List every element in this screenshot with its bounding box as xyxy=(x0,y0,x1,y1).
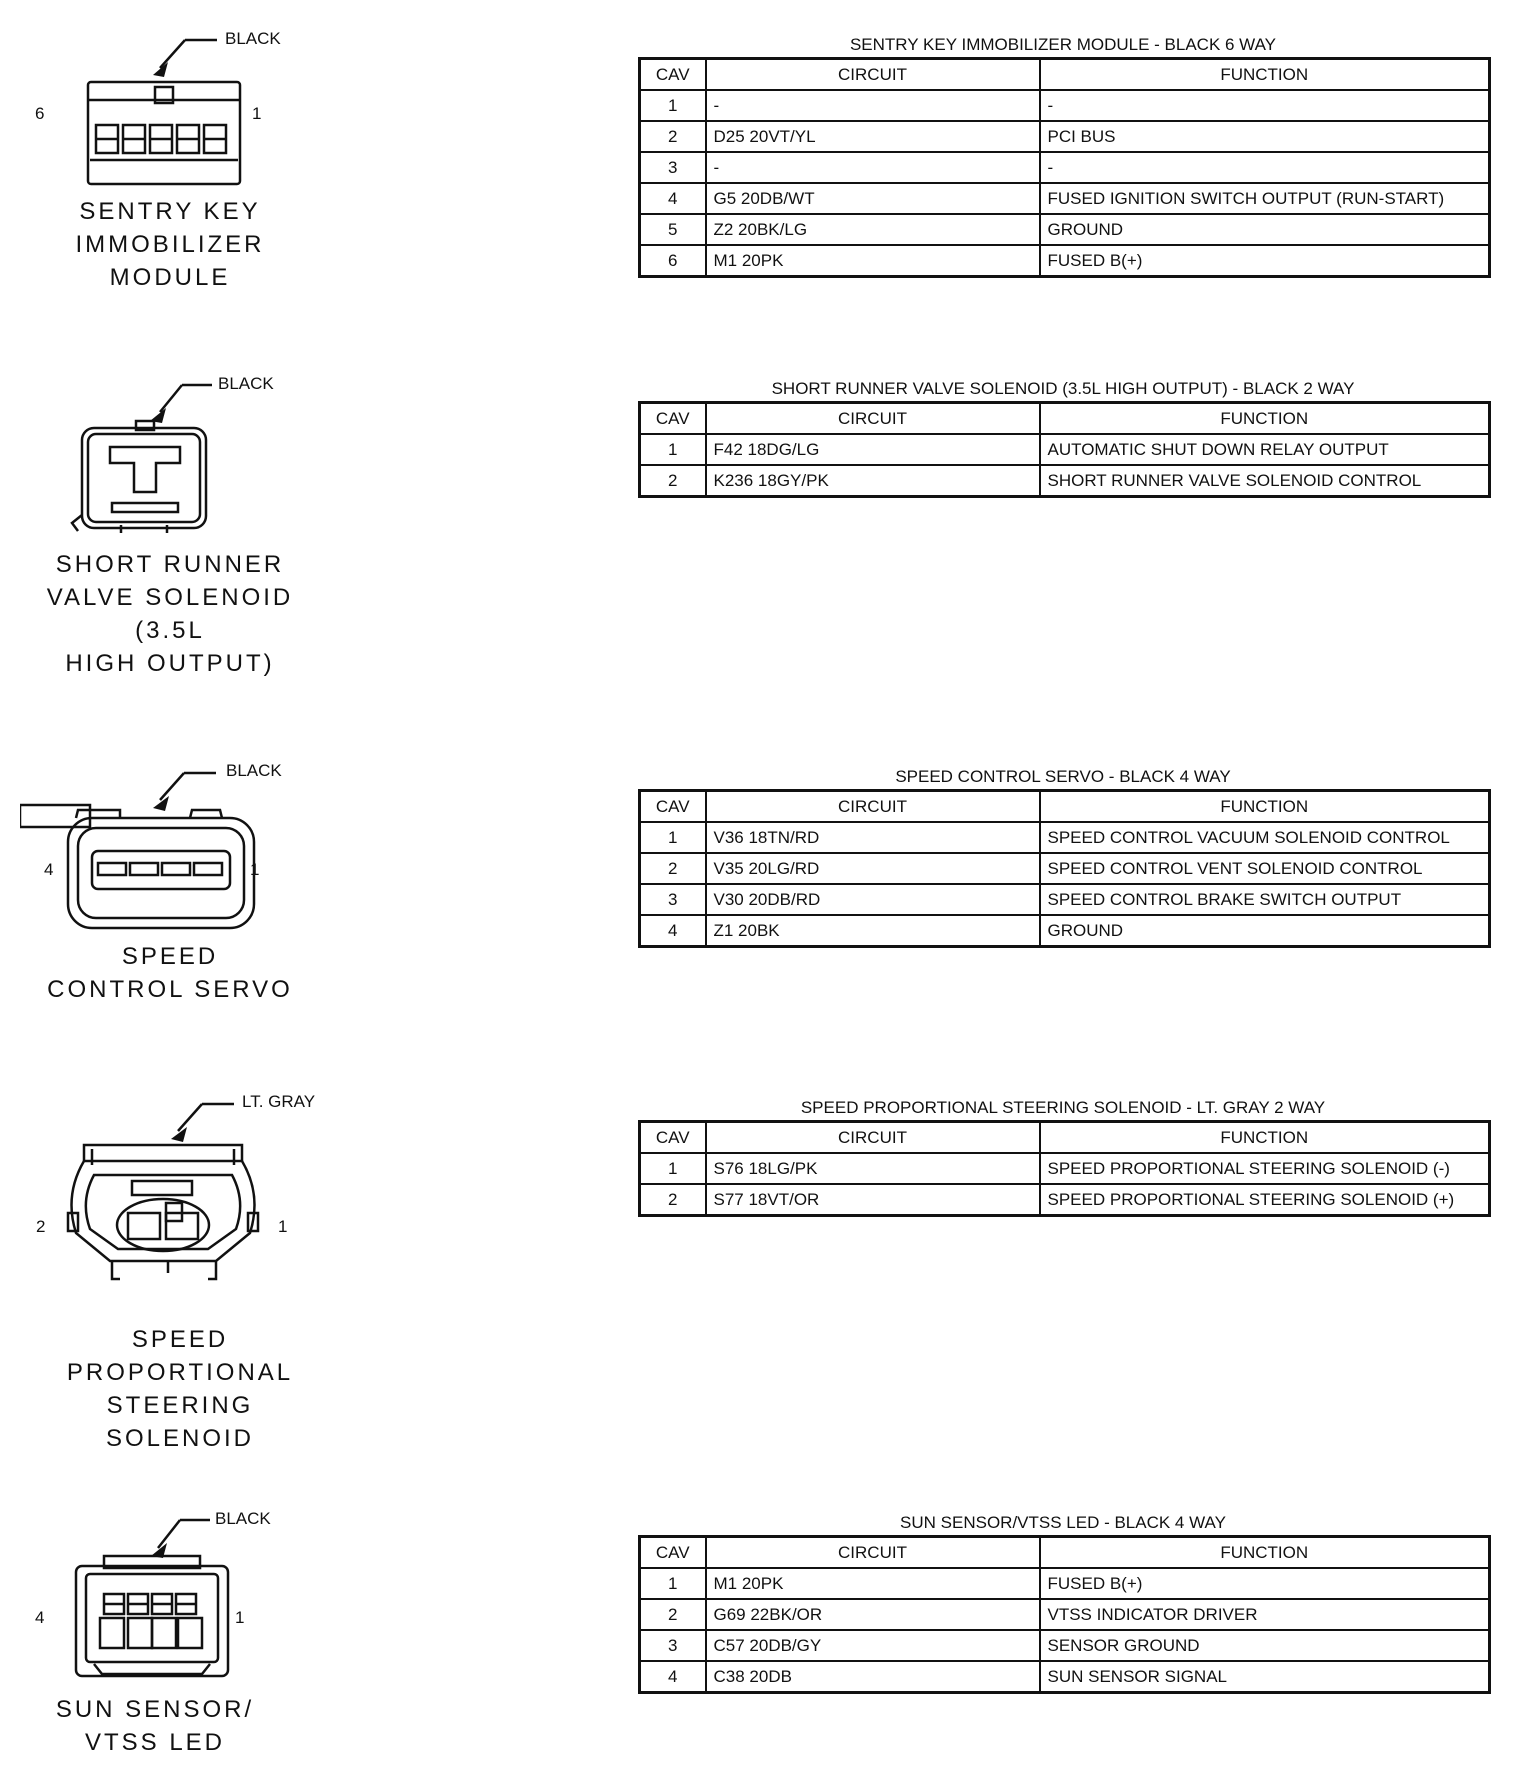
header-function: FUNCTION xyxy=(1040,1537,1490,1569)
cell-function: PCI BUS xyxy=(1040,121,1490,152)
cell-function: SPEED PROPORTIONAL STEERING SOLENOID (-) xyxy=(1040,1153,1490,1184)
wire-color-label: BLACK xyxy=(226,761,282,780)
cell-cav: 4 xyxy=(640,1661,706,1693)
table-row xyxy=(640,1153,1490,1184)
cell-function: - xyxy=(1040,152,1490,183)
header-function: FUNCTION xyxy=(1040,791,1490,823)
cell-circuit: - xyxy=(706,90,1040,121)
cell-cav: 5 xyxy=(640,214,706,245)
cell-function: SENSOR GROUND xyxy=(1040,1630,1490,1661)
pinout-table xyxy=(638,789,1491,948)
cell-function: GROUND xyxy=(1040,915,1490,947)
pinout-table-block xyxy=(638,33,1488,278)
cell-circuit: M1 20PK xyxy=(706,1568,1040,1599)
header-circuit: CIRCUIT xyxy=(706,59,1040,91)
table-row xyxy=(640,183,1490,214)
table-row xyxy=(640,1568,1490,1599)
table-row xyxy=(640,90,1490,121)
table-header-row xyxy=(640,1122,1490,1154)
cell-circuit: S76 18LG/PK xyxy=(706,1153,1040,1184)
connector-name-label xyxy=(20,940,320,1006)
cell-circuit: - xyxy=(706,152,1040,183)
cell-circuit: K236 18GY/PK xyxy=(706,465,1040,497)
pin-number-right: 1 xyxy=(252,104,262,123)
table-row xyxy=(640,1599,1490,1630)
table-row xyxy=(640,1661,1490,1693)
header-cav: CAV xyxy=(640,1537,706,1569)
table-row xyxy=(640,152,1490,183)
cell-circuit: C38 20DB xyxy=(706,1661,1040,1693)
pin-number-left: 2 xyxy=(36,1217,46,1236)
pin-number-left: 4 xyxy=(35,1608,45,1627)
label-line: SENTRY KEY xyxy=(79,198,261,225)
table-title: SHORT RUNNER VALVE SOLENOID (3.5L HIGH OUTPUT) - BLACK 2 WAY xyxy=(771,379,1355,398)
table-row xyxy=(640,853,1490,884)
cell-cav: 1 xyxy=(640,1153,706,1184)
table-title: SPEED PROPORTIONAL STEERING SOLENOID - LT. GRAY 2 WAY xyxy=(800,1098,1326,1117)
header-circuit: CIRCUIT xyxy=(706,791,1040,823)
table-row xyxy=(640,1630,1490,1661)
label-line: PROPORTIONAL xyxy=(66,1359,294,1386)
header-function: FUNCTION xyxy=(1040,403,1490,435)
cell-function: SUN SENSOR SIGNAL xyxy=(1040,1661,1490,1693)
connector-diagram xyxy=(20,1500,320,1790)
table-row xyxy=(640,884,1490,915)
cell-function: - xyxy=(1040,90,1490,121)
cell-circuit: C57 20DB/GY xyxy=(706,1630,1040,1661)
label-line: STEERING SOLENOID xyxy=(105,1392,255,1452)
label-line: MODULE xyxy=(109,264,231,291)
pinout-table-block xyxy=(638,1096,1488,1217)
connector-diagram xyxy=(20,20,320,310)
cell-circuit: G69 22BK/OR xyxy=(706,1599,1040,1630)
cell-function: SPEED CONTROL BRAKE SWITCH OUTPUT xyxy=(1040,884,1490,915)
cell-cav: 4 xyxy=(640,183,706,214)
pinout-table-block xyxy=(638,765,1488,948)
connector-name-label xyxy=(20,195,320,294)
cell-function: GROUND xyxy=(1040,214,1490,245)
pin-number-right: 1 xyxy=(278,1217,288,1236)
table-title: SPEED CONTROL SERVO - BLACK 4 WAY xyxy=(895,767,1231,786)
pin-number-left: 4 xyxy=(44,860,54,879)
pinout-table xyxy=(638,1535,1491,1694)
pinout-table-block xyxy=(638,1511,1488,1694)
header-circuit: CIRCUIT xyxy=(706,1537,1040,1569)
label-line: HIGH OUTPUT) xyxy=(65,650,275,677)
header-circuit: CIRCUIT xyxy=(706,1122,1040,1154)
cell-cav: 2 xyxy=(640,853,706,884)
cell-circuit: M1 20PK xyxy=(706,245,1040,277)
cell-function: VTSS INDICATOR DRIVER xyxy=(1040,1599,1490,1630)
label-line: VALVE SOLENOID xyxy=(46,584,294,611)
table-row xyxy=(640,245,1490,277)
header-cav: CAV xyxy=(640,791,706,823)
cell-cav: 1 xyxy=(640,1568,706,1599)
pinout-table xyxy=(638,57,1491,278)
table-row xyxy=(640,822,1490,853)
cell-cav: 6 xyxy=(640,245,706,277)
table-title: SUN SENSOR/VTSS LED - BLACK 4 WAY xyxy=(900,1513,1226,1532)
label-line: SHORT RUNNER xyxy=(55,551,285,578)
cell-function: SPEED CONTROL VACUUM SOLENOID CONTROL xyxy=(1040,822,1490,853)
sun-sensor-connector-drawing xyxy=(20,1500,320,1680)
pin-number-left: 6 xyxy=(35,104,45,123)
table-row xyxy=(640,915,1490,947)
table-row xyxy=(640,214,1490,245)
cell-cav: 2 xyxy=(640,465,706,497)
cell-circuit: Z2 20BK/LG xyxy=(706,214,1040,245)
cell-circuit: D25 20VT/YL xyxy=(706,121,1040,152)
cell-function: SHORT RUNNER VALVE SOLENOID CONTROL xyxy=(1040,465,1490,497)
cell-cav: 3 xyxy=(640,1630,706,1661)
cell-circuit: G5 20DB/WT xyxy=(706,183,1040,214)
header-cav: CAV xyxy=(640,403,706,435)
connector-name-label xyxy=(30,1323,330,1455)
connector-diagram xyxy=(20,752,320,1022)
table-title: SENTRY KEY IMMOBILIZER MODULE - BLACK 6 WAY xyxy=(849,35,1277,54)
cell-cav: 3 xyxy=(640,152,706,183)
pinout-table xyxy=(638,1120,1491,1217)
pinout-table-block xyxy=(638,377,1488,498)
cell-function: AUTOMATIC SHUT DOWN RELAY OUTPUT xyxy=(1040,434,1490,465)
table-row xyxy=(640,434,1490,465)
cell-cav: 2 xyxy=(640,121,706,152)
connector-diagram xyxy=(20,1083,320,1452)
header-cav: CAV xyxy=(640,59,706,91)
cell-cav: 1 xyxy=(640,434,706,465)
wire-color-label: BLACK xyxy=(215,1509,271,1528)
header-cav: CAV xyxy=(640,1122,706,1154)
table-header-row xyxy=(640,791,1490,823)
connector-name-label xyxy=(20,548,320,680)
connector-name-label xyxy=(5,1693,305,1759)
cell-cav: 1 xyxy=(640,822,706,853)
table-row xyxy=(640,1184,1490,1216)
header-circuit: CIRCUIT xyxy=(706,403,1040,435)
wire-color-label: BLACK xyxy=(218,374,274,393)
wire-color-label: BLACK xyxy=(225,29,281,48)
pin-number-right: 1 xyxy=(235,1608,245,1627)
cell-circuit: F42 18DG/LG xyxy=(706,434,1040,465)
label-line: SUN SENSOR/ xyxy=(55,1696,255,1723)
connector-diagram xyxy=(20,365,320,685)
table-row xyxy=(640,465,1490,497)
label-line: IMMOBILIZER xyxy=(75,231,265,258)
cell-function: SPEED CONTROL VENT SOLENOID CONTROL xyxy=(1040,853,1490,884)
cell-cav: 2 xyxy=(640,1599,706,1630)
table-row xyxy=(640,121,1490,152)
cell-cav: 1 xyxy=(640,90,706,121)
speed-proportional-connector-drawing xyxy=(20,1083,320,1303)
cell-function: FUSED B(+) xyxy=(1040,1568,1490,1599)
table-header-row xyxy=(640,403,1490,435)
header-function: FUNCTION xyxy=(1040,1122,1490,1154)
cell-circuit: V30 20DB/RD xyxy=(706,884,1040,915)
header-function: FUNCTION xyxy=(1040,59,1490,91)
label-line: VTSS LED xyxy=(84,1729,226,1756)
cell-circuit: S77 18VT/OR xyxy=(706,1184,1040,1216)
table-header-row xyxy=(640,1537,1490,1569)
pin-number-right: 1 xyxy=(250,860,260,879)
sentry-key-connector-drawing xyxy=(20,20,320,220)
label-line: SPEED xyxy=(131,1326,229,1353)
label-line: CONTROL SERVO xyxy=(47,976,293,1003)
short-runner-connector-drawing xyxy=(20,365,320,545)
cell-circuit: Z1 20BK xyxy=(706,915,1040,947)
cell-cav: 4 xyxy=(640,915,706,947)
pinout-table xyxy=(638,401,1491,498)
cell-cav: 3 xyxy=(640,884,706,915)
cell-function: FUSED IGNITION SWITCH OUTPUT (RUN-START) xyxy=(1040,183,1490,214)
table-header-row xyxy=(640,59,1490,91)
cell-circuit: V35 20LG/RD xyxy=(706,853,1040,884)
cell-circuit: V36 18TN/RD xyxy=(706,822,1040,853)
cell-function: SPEED PROPORTIONAL STEERING SOLENOID (+) xyxy=(1040,1184,1490,1216)
cell-function: FUSED B(+) xyxy=(1040,245,1490,277)
cell-cav: 2 xyxy=(640,1184,706,1216)
wire-color-label: LT. GRAY xyxy=(242,1092,316,1111)
label-line: SPEED xyxy=(121,943,219,970)
label-line: (3.5L xyxy=(135,617,205,644)
